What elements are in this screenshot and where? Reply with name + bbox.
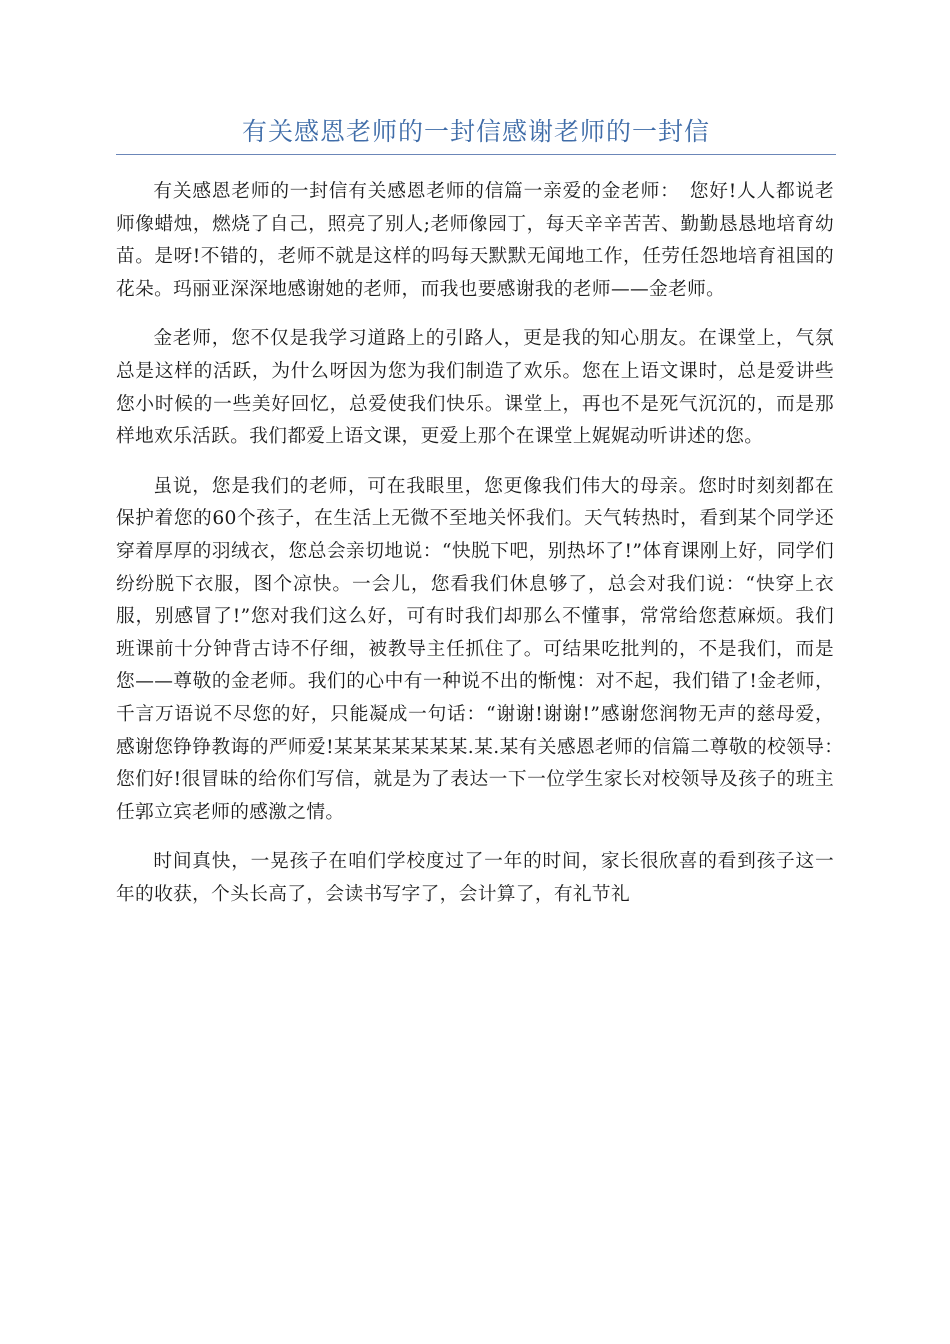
document-title: 有关感恩老师的一封信感谢老师的一封信 (241, 117, 710, 146)
paragraph-4: 时间真快，一晃孩子在咱们学校度过了一年的时间，家长很欣喜的看到孩子这一年的收获，个头长高了，会读书写字了，会计算了，有礼节礼 (116, 851, 834, 905)
paragraph-2: 金老师，您不仅是我学习道路上的引路人，更是我的知心朋友。在课堂上，气氛总是这样的活跃，为什么呀因为您为我们制造了欢乐。您在上语文课时，总是爱讲些您小时候的一些美好回忆，总爱使我们快乐。课堂上，再也不是死气沉沉的，而是那样地欢乐活跃。我们都爱上语文课，更爱上那个在课堂上娓娓动听讲述的您。 (116, 328, 834, 448)
paragraph-1: 有关感恩老师的一封信有关感恩老师的信篇一亲爱的金老师： 您好!人人都说老师像蜡烛，燃烧了自己，照亮了别人;老师像园丁，每天辛辛苦苦、勤勤恳恳地培育幼苗。是呀!不错的，老师不就是这样的吗每天默默无闻地工作，任劳任怨地培育祖国的花朵。玛丽亚深深地感谢她的老师，而我也要感谢我的老师——金老师。 (116, 181, 834, 300)
title-underline (116, 154, 836, 155)
document-body (116, 176, 854, 928)
paragraph-3: 虽说，您是我们的老师，可在我眼里，您更像我们伟大的母亲。您时时刻刻都在保护着您的60个孩子，在生活上无微不至地关怀我们。天气转热时，看到某个同学还穿着厚厚的羽绒衣，您总会亲切地说：“快脱下吧，别热坏了!”体育课刚上好，同学们纷纷脱下衣服，图个凉快。一会儿，您看我们休息够了，总会对我们说：“快穿上衣服，别感冒了!”您对我们这么好，可有时我们却那么不懂事，常常给您惹麻烦。我们班课前十分钟背古诗不仔细，被教导主任抓住了。可结果吃批判的，不是我们，而是您——尊敬的金老师。我们的心中有一种说不出的惭愧：对不起，我们错了!金老师，千言万语说不尽您的好，只能凝成一句话：“谢谢!谢谢!”感谢您润物无声的慈母爱，感谢您铮铮教诲的严师爱!某某某某某某某.某.某有关感恩老师的信篇二尊敬的校领导： 您们好!很冒昧的给你们写信，就是为了表达一下一位学生家长对校领导及孩子的班主任郭立宾老师的感激之情。 (116, 475, 854, 823)
title-block (116, 112, 836, 156)
